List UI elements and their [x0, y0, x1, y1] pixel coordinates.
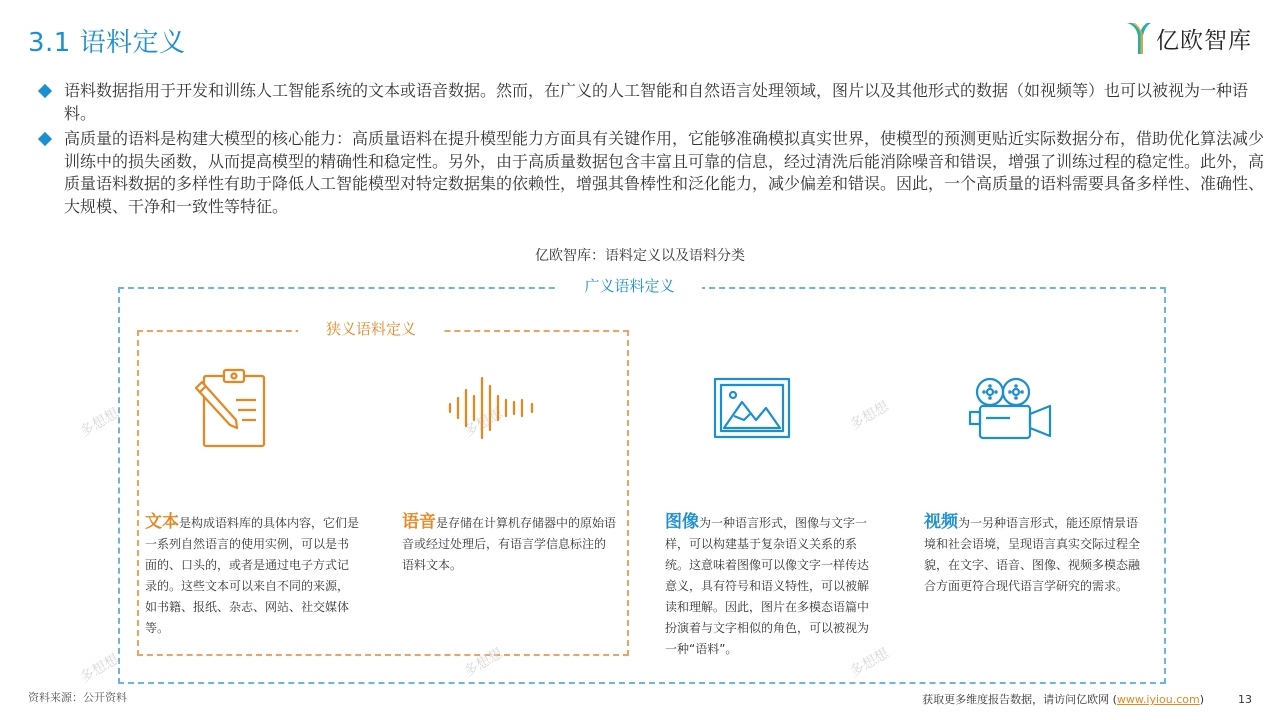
video-corpus-heading: 视频	[924, 512, 958, 532]
footer-link[interactable]: www.iyiou.com	[1116, 693, 1200, 706]
logo-text: 亿欧智库	[1156, 27, 1252, 54]
page-number: 13	[1238, 693, 1252, 706]
speech-corpus-body: 是存储在计算机存储器中的原始语音或经过处理后，有语言学信息标注的语料文本。	[402, 516, 617, 572]
video-corpus-description	[924, 512, 1140, 597]
narrow-definition-label: 狭义语料定义	[298, 318, 444, 339]
image-corpus-body: 为一种语言形式，图像与文字一样，可以构建基于复杂语义关系的系统。这意味着图像可以像文字一样传达意义，具有符号和语义特性，可以被解读和理解。因此，图片在多模态语篇中扮演着与文字相似的角色，可以被视为一种“语料”。	[665, 516, 870, 656]
diamond-bullet-icon	[38, 84, 52, 98]
logo-mark-icon	[1126, 20, 1152, 56]
bullet-item	[40, 80, 1270, 125]
watermark: 多想想	[461, 405, 506, 441]
image-mountain-icon	[712, 376, 792, 440]
speech-corpus-description	[402, 512, 617, 576]
video-camera-icon	[966, 374, 1058, 442]
diamond-bullet-icon	[38, 132, 52, 146]
watermark: 多想想	[77, 405, 122, 441]
bullet-item	[40, 128, 1270, 218]
text-corpus-heading: 文本	[145, 512, 179, 532]
bullet-text: 高质量的语料是构建大模型的核心能力：高质量语料在提升模型能力方面具有关键作用，它能够准确模拟真实世界，使模型的预测更贴近实际数据分布，借助优化算法减少训练中的损失函数，从而提高模型的精确性和稳定性。另外，由于高质量数据包含丰富且可靠的信息，经过清洗后能消除噪音和错误，增强了训练过程的稳定性。此外，高质量语料数据的多样性有助于降低人工智能模型对特定数据集的依赖性，增强其鲁棒性和泛化能力，减少偏差和错误。因此，一个高质量的语料需要具备多样性、准确性、大规模、干净和一致性等特征。	[64, 129, 1265, 216]
footer-visit	[922, 691, 1204, 707]
watermark: 多想想	[461, 645, 506, 681]
figure-title: 亿欧智库：语料定义以及语料分类	[535, 248, 745, 264]
footer-visit-text: 获取更多维度报告数据，请访问亿欧网 (	[922, 693, 1117, 706]
watermark: 多想想	[847, 645, 892, 681]
bullet-text: 语料数据指用于开发和训练人工智能系统的文本或语音数据。然而，在广义的人工智能和自然语言处理领域，图片以及其他形式的数据（如视频等）也可以被视为一种语料。	[64, 81, 1249, 123]
watermark: 多想想	[77, 651, 122, 687]
image-corpus-description	[665, 512, 880, 660]
footer-close-paren: )	[1199, 693, 1204, 706]
sound-wave-icon	[446, 376, 538, 440]
speech-corpus-heading: 语音	[402, 512, 436, 532]
source-note: 资料来源：公开资料	[28, 691, 127, 704]
video-corpus-body: 为一另种语言形式，能还原情景语境和社会语境，呈现语言真实交际过程全貌，在文字、语音、图像、视频多模态融合方面更符合现代语言学研究的需求。	[924, 516, 1141, 593]
bullet-list	[40, 80, 1270, 221]
document-pen-icon	[190, 366, 270, 450]
watermark: 多想想	[847, 398, 892, 434]
broad-definition-label: 广义语料定义	[557, 275, 702, 296]
logo	[1126, 18, 1252, 58]
image-corpus-heading: 图像	[665, 512, 699, 532]
page-title: 3.1 语料定义	[28, 28, 186, 58]
text-corpus-description	[145, 512, 360, 639]
text-corpus-body: 是构成语料库的具体内容，它们是一系列自然语言的使用实例，可以是书面的、口头的，或者是通过电子方式记录的。这些文本可以来自不同的来源，如书籍、报纸、杂志、网站、社交媒体等。	[145, 516, 360, 635]
